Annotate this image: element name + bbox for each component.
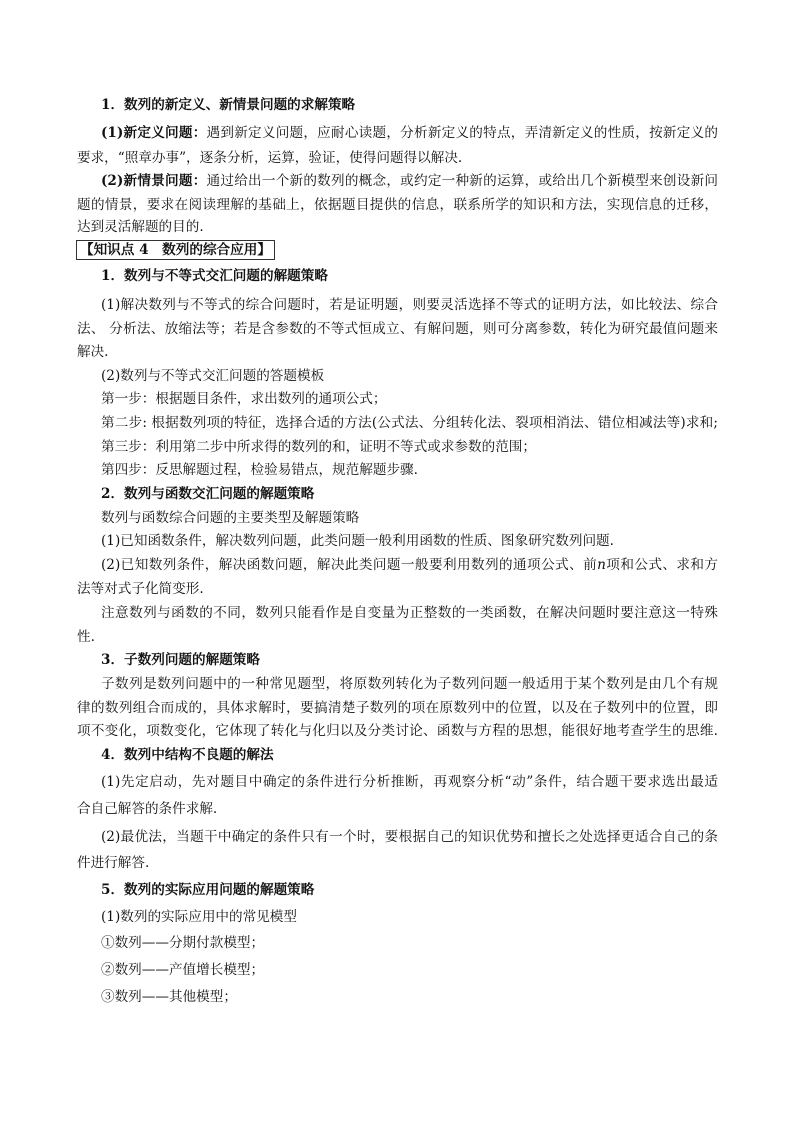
paragraph-line: (2)数列与不等式交汇问题的答题模板 xyxy=(101,368,325,384)
paragraph-line: 题的情景，要求在阅读理解的基础上，依据题目提供的信息，联系所学的知识和方法，实现信息的迁移， xyxy=(77,197,718,213)
paragraph-line: 要求，“照章办事”，逐条分析，运算，验证，使得问题得以解决. xyxy=(77,150,463,166)
paragraph-line: 解决. xyxy=(77,344,109,360)
section-heading: 1．数列的新定义、新情景问题的求解策略 xyxy=(101,97,356,113)
math-variable: n xyxy=(597,557,606,573)
paragraph-line: 件进行解答. xyxy=(77,855,150,871)
paragraph-line: 项不变化，项数变化，它体现了转化与化归以及分类讨论、函数与方程的思想，能很好地考查学生的思维. xyxy=(77,723,718,739)
term-label: (1)新定义问题： xyxy=(101,125,207,141)
paragraph-line: 法、 分析法、放缩法等；若是含参数的不等式恒成立、有解问题，则可分离参数，转化为研究最值问题来 xyxy=(77,321,718,337)
paragraph-line: 子数列是数列问题中的一种常见题型，将原数列转化为子数列问题一般适用于某个数列是由几个有规 xyxy=(101,676,718,692)
step-line: 第一步：根据题目条件，求出数列的通项公式； xyxy=(101,391,387,407)
section-heading: 3．子数列问题的解题策略 xyxy=(101,652,260,668)
paragraph-line: (2)新情景问题：通过给出一个新的数列的概念，或约定一种新的运算，或给出几个新模型来创设新问 xyxy=(101,173,719,189)
step-line: 第二步: 根据数列项的特征，选择合适的方法(公式法、分组转化法、裂项相消法、错位相减法等)求和; xyxy=(101,415,718,431)
model-item: ①数列——分期付款模型； xyxy=(101,935,265,951)
model-item: ②数列——产值增长模型； xyxy=(101,962,265,978)
paragraph-line: 数列与函数综合问题的主要类型及解题策略 xyxy=(101,510,360,526)
paragraph-line: (2)最优法，当题干中确定的条件只有一个时，要根据自己的知识优势和擅长之处选择更适合自己的条 xyxy=(101,829,718,845)
knowledge-point-box: 【知识点 4 数列的综合应用】 xyxy=(76,240,275,260)
paragraph-line: 合自己解答的条件求解. xyxy=(77,801,218,817)
section-heading: 1．数列与不等式交汇问题的解题策略 xyxy=(101,268,328,284)
paragraph-line: 律的数列组合而成的，具体求解时，要搞清楚子数列的项在原数列中的位置，以及在子数列中的位置，即 xyxy=(77,700,718,716)
section-heading: 5．数列的实际应用问题的解题策略 xyxy=(101,882,315,898)
paragraph-line: (2)已知数列条件，解决函数问题，解决此类问题一般要利用数列的通项公式、前n项和公式、求和方 xyxy=(101,557,718,573)
paragraph-line: (1)数列的实际应用中的常见模型 xyxy=(101,909,297,925)
step-line: 第三步：利用第二步中所求得的数列的和，证明不等式或求参数的范围； xyxy=(101,439,536,455)
paragraph-line: 性. xyxy=(77,629,95,645)
paragraph-line: 法等对式子化简变形. xyxy=(77,581,204,597)
paragraph-line: (1)解决数列与不等式的综合问题时，若是证明题，则要灵活选择不等式的证明方法，如比较法、综合 xyxy=(101,297,718,313)
paragraph-line: 注意数列与函数的不同，数列只能看作是自变量为正整数的一类函数，在解决问题时要注意这一特殊 xyxy=(101,605,718,621)
paragraph-line: (1)新定义问题：遇到新定义问题，应耐心读题，分析新定义的特点，弄清新定义的性质，按新定义的 xyxy=(101,125,719,141)
term-label: (2)新情景问题： xyxy=(101,173,207,189)
step-line: 第四步：反思解题过程，检验易错点，规范解题步骤. xyxy=(101,462,418,478)
paragraph-line: (1)已知函数条件，解决数列问题，此类问题一般利用函数的性质、图象研究数列问题. xyxy=(101,533,614,549)
section-heading: 4．数列中结构不良题的解法 xyxy=(101,747,274,763)
paragraph-line: 达到灵活解题的目的. xyxy=(77,219,204,235)
model-item: ③数列——其他模型； xyxy=(101,989,237,1005)
paragraph-line: (1)先定启动，先对题目中确定的条件进行分析推断，再观察分析“动”条件，结合题干要求选出最适 xyxy=(101,774,718,790)
section-heading: 2．数列与函数交汇问题的解题策略 xyxy=(101,486,315,502)
